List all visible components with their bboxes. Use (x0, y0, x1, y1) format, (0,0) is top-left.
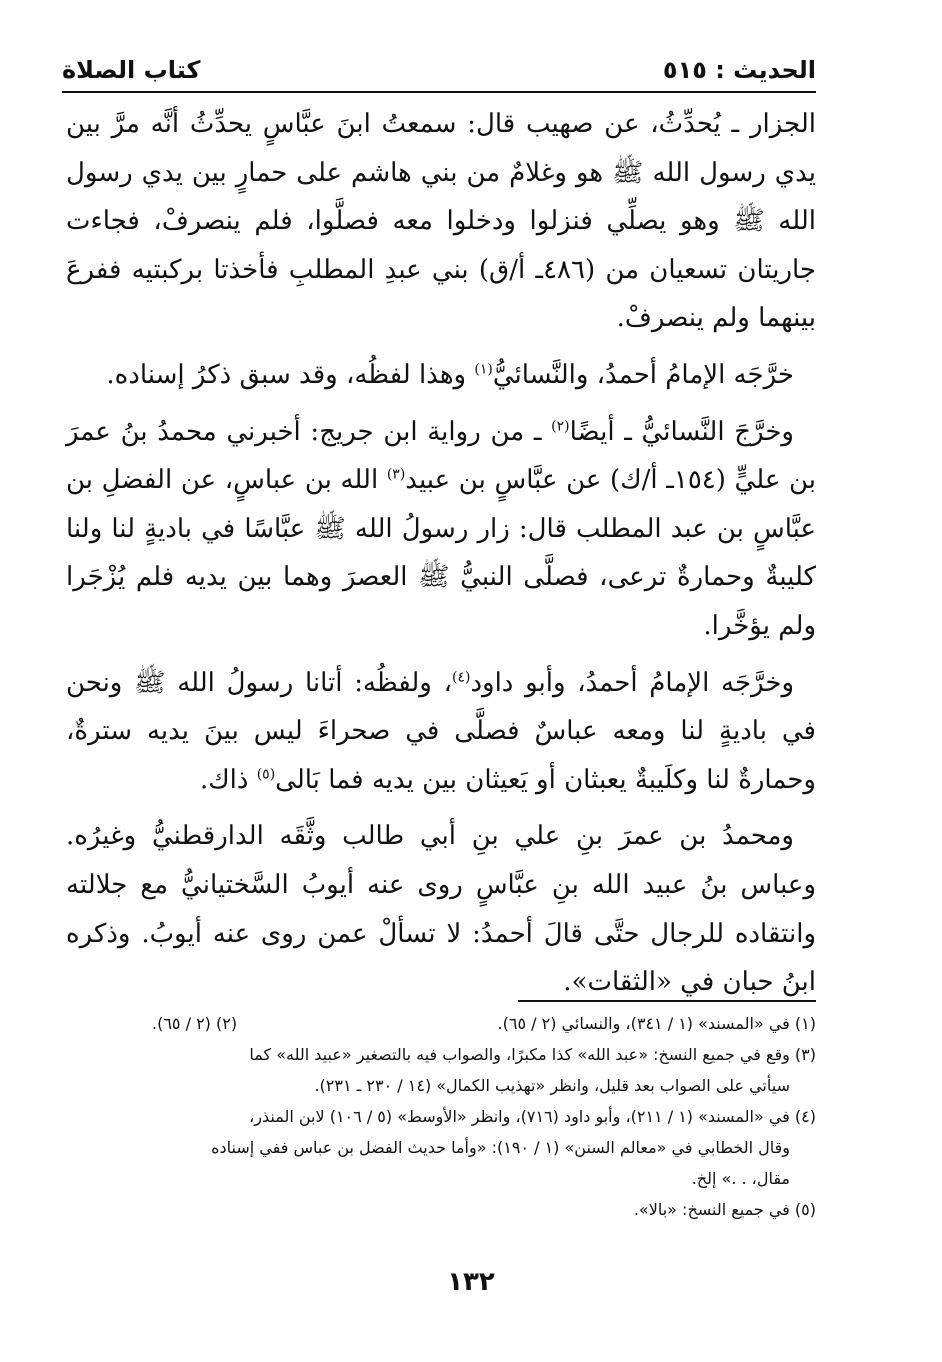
book-title: كتاب الصلاة (62, 56, 201, 84)
footnote-row-1 (66, 1008, 816, 1039)
paragraph-4-text-c: ذاك. (199, 764, 257, 795)
paragraph-3-text-c: الله بن عباسٍ، عن الفضلِ بن عبَّاسٍ بن عبد المطلب قال: زار رسولُ الله ﷺ عبَّاسًا في باديةٍ لنا ولنا كليبةٌ وحمارةٌ ترعى، فصلَّى النبيُّ ﷺ العصرَ وهما بين يديه فلم يُزْجَرا ولم يؤخَّرا. (66, 465, 817, 641)
paragraph-3-text-a: وخرَّجَ النَّسائيُّ ـ أيضًا (569, 416, 794, 447)
paragraph-2-text-b: وهذا لفظُه، وقد سبق ذكرُ إسناده. (106, 359, 475, 390)
footnote-4-line-2: وقال الخطابي في «معالم السنن» (١ / ١٩٠): «وأما حديث الفضل بن عباس ففي إسناده (211, 1138, 790, 1157)
main-text (66, 100, 816, 1015)
paragraph-2 (66, 351, 816, 400)
paragraph-1: الجزار ـ يُحدِّثُ، عن صهيب قال: سمعتُ ابنَ عبَّاسٍ يحدِّثُ أنَّه مرَّ بين يدي رسول الله ﷺ هو وغلامٌ من بني هاشم على حمارٍ بين يدي رسول الله ﷺ وهو يصلِّي فنزلوا ودخلوا معه فصلَّوا، فلم ينصرفْ، فجاءت جاريتان تسعيان من (٤٨٦ـ أ/ق) بني عبدِ المطلبِ فأخذتا بركبتيه ففرعَ بينهما ولم ينصرفْ. (66, 109, 817, 334)
footnote-3-line-1: (٣) وقع في جميع النسخ: «عبد الله» كذا مكبرًا، والصواب فيه بالتصغير «عبيد الله» كما (249, 1045, 816, 1064)
paragraph-3-text-b: ـ من رواية ابن جريج: أخبرني محمدُ بنُ عمرَ بن عليٍّ (١٥٤ـ أ/ك) عن عبَّاسٍ بن عبيد (66, 416, 817, 496)
footnote-ref-2[interactable]: (٢) (551, 417, 570, 434)
header-divider (62, 91, 816, 93)
footnote-5: (٥) في جميع النسخ: «بالا». (633, 1200, 816, 1219)
footnote-2: (٢) (٢ / ٦٥). (152, 1014, 238, 1033)
footnote-ref-4[interactable]: (٤) (451, 668, 471, 685)
hadith-number-label: الحديث : ٥١٥ (662, 56, 816, 84)
footnote-ref-5[interactable]: (٥) (256, 766, 276, 783)
footnote-1: (١) في «المسند» (١ / ٣٤١)، والنسائي (٢ / ٦٥). (497, 1014, 816, 1033)
footnote-3-line-2: سيأتي على الصواب بعد قليل، وانظر «تهذيب الكمال» (١٤ / ٢٣٠ ـ ٢٣١). (314, 1076, 790, 1095)
running-header (62, 52, 816, 88)
footnote-4-line-3: مقال، . .» إلخ. (691, 1169, 790, 1188)
paragraph-4-text-a: وخرَّجَه الإمامُ أحمدُ، وأبو داود (470, 667, 794, 698)
footnote-4-line-1: (٤) في «المسند» (١ / ٢١١)، وأبو داود (٧١٦)، وانظر «الأوسط» (٥ / ١٠٦) لابن المنذر، (249, 1107, 816, 1126)
paragraph-5: ومحمدُ بن عمرَ بنِ علي بنِ أبي طالب وثَّقَه الدارقطنيُّ وغيرُه. وعباس بنُ عبيد الله بنِ عبَّاسٍ روى عنه أيوبُ السَّختيانيُّ مع جلالته وانتقاده للرجال حتَّى قالَ أحمدُ: لا تسألْ عمن روى عنه أيوبُ. وذكره ابنُ حبان في «الثقات». (66, 821, 816, 998)
footnote-divider (518, 1000, 816, 1002)
footnotes-section (66, 1008, 816, 1225)
footnote-ref-3[interactable]: (٣) (386, 466, 406, 483)
paragraph-3 (66, 408, 816, 651)
paragraph-4-text-b: ، ولفظُه: أتانا رسولُ الله ﷺ ونحن في باديةٍ لنا ومعه عباسٌ فصلَّى في صحراءَ ليس بينَ يديه سترةٌ، وحمارةٌ لنا وكلَيبةٌ يعبثان أو يَعيثان بين يديه فما بَالى (66, 667, 816, 795)
paragraph-4 (66, 659, 816, 805)
page-number: ١٣٢ (447, 1267, 495, 1297)
footnote-ref-1[interactable]: (١) (474, 361, 493, 378)
paragraph-2-text-a: خرَّجَه الإمامُ أحمدُ، والنَّسائيُّ (492, 359, 794, 390)
